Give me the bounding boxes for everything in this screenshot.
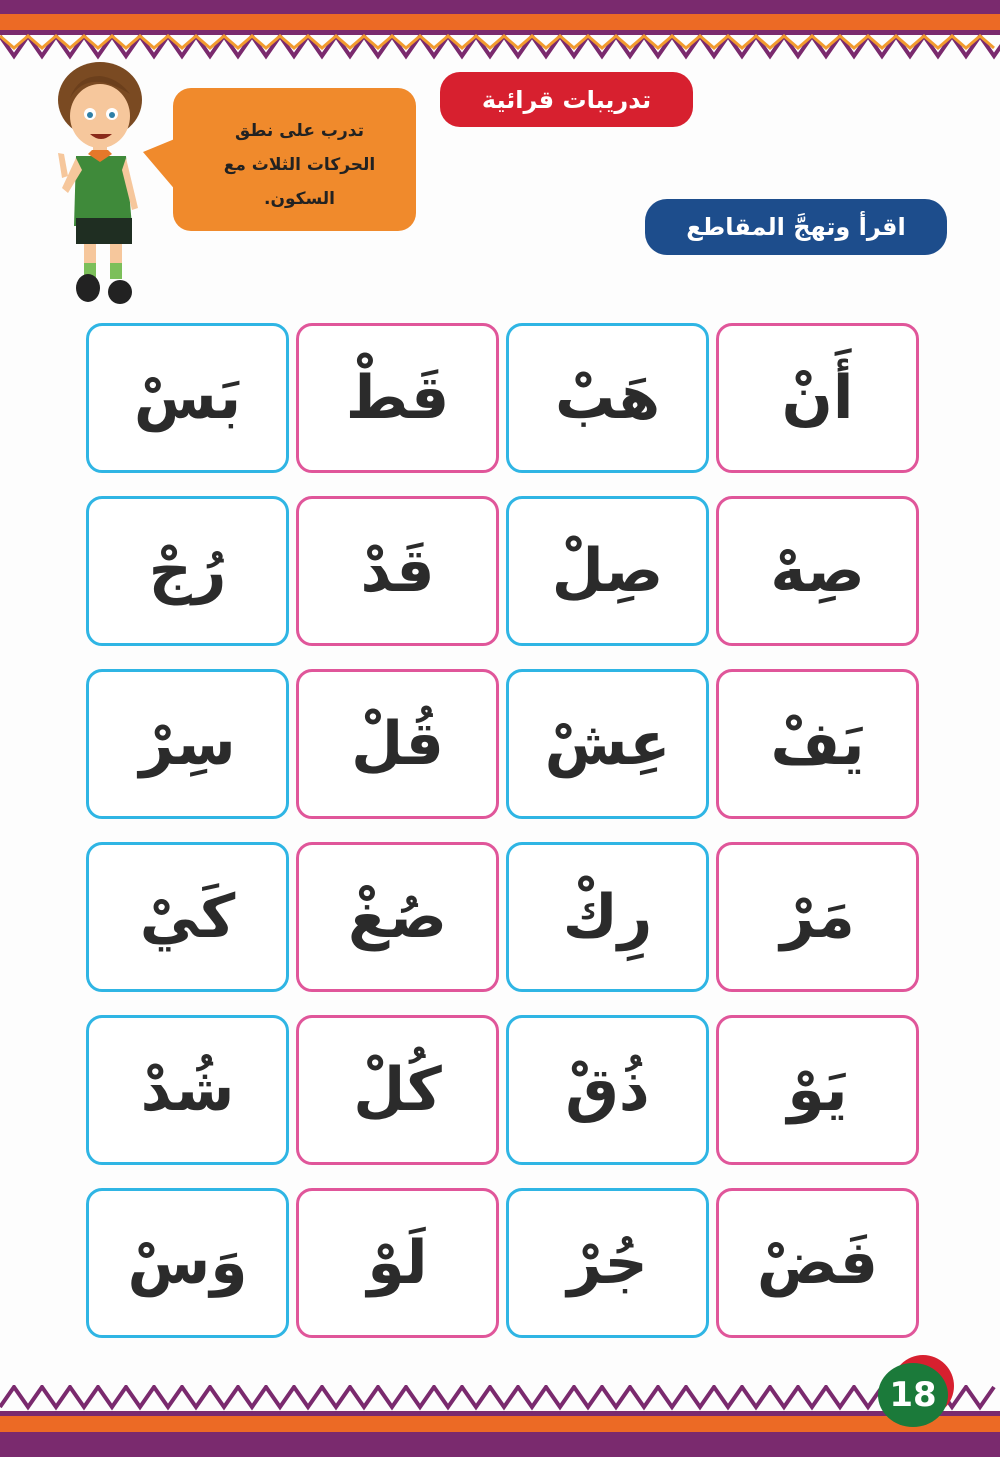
boy-character-illustration (48, 58, 158, 312)
syllable-card: قَطْ (296, 323, 499, 473)
syllable-card: بَسْ (86, 323, 289, 473)
syllable-card: شُدْ (86, 1015, 289, 1165)
syllable-card: كُلْ (296, 1015, 499, 1165)
syllable-card: قُلْ (296, 669, 499, 819)
page-number-badge (878, 1355, 954, 1427)
syllable-card: ذُقْ (506, 1015, 709, 1165)
speech-bubble: تدرب على نطق الحركات الثلاث مع السكون. (173, 88, 416, 231)
bottom-decorative-border (0, 1385, 1000, 1457)
section-title: تدريبات قرائية (440, 72, 693, 127)
syllable-card: مَرْ (716, 842, 919, 992)
syllable-card: سِرْ (86, 669, 289, 819)
syllable-card: يَفْ (716, 669, 919, 819)
syllable-card: وَسْ (86, 1188, 289, 1338)
syllable-card: لَوْ (296, 1188, 499, 1338)
top-decorative-border (0, 0, 1000, 62)
syllable-card: صِهْ (716, 496, 919, 646)
syllable-card: صُغْ (296, 842, 499, 992)
syllable-card: رُجْ (86, 496, 289, 646)
syllable-card: قَدْ (296, 496, 499, 646)
instruction-title: اقرأ وتهجَّ المقاطع (645, 199, 947, 255)
page-number: 18 (878, 1363, 948, 1427)
syllable-grid (87, 323, 919, 1338)
syllable-card: رِكْ (506, 842, 709, 992)
syllable-card: يَوْ (716, 1015, 919, 1165)
syllable-card: جُرْ (506, 1188, 709, 1338)
speech-bubble-tail (143, 138, 177, 192)
syllable-card: هَبْ (506, 323, 709, 473)
syllable-card: فَضْ (716, 1188, 919, 1338)
syllable-card: صِلْ (506, 496, 709, 646)
syllable-card: كَيْ (86, 842, 289, 992)
syllable-card: عِشْ (506, 669, 709, 819)
syllable-card: أَنْ (716, 323, 919, 473)
